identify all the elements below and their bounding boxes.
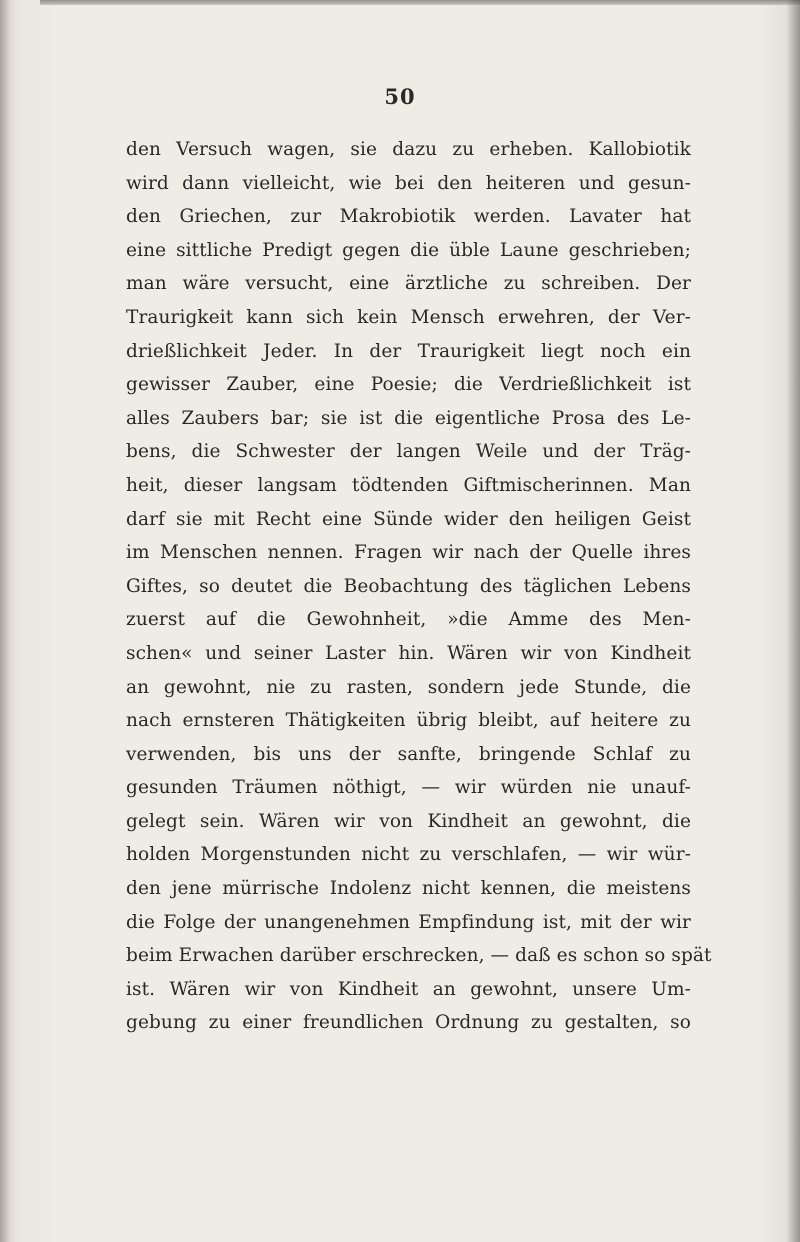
text-line: nach ernsteren Thätigkeiten übrig bleibt, auf heitere zu bbox=[126, 710, 691, 732]
text-line: eine sittliche Predigt gegen die üble Laune geschrieben; bbox=[126, 239, 691, 261]
text-line: den jene mürrische Indolenz nicht kennen, die meistens bbox=[126, 878, 691, 900]
text-line: Traurigkeit kann sich kein Mensch erwehren, der Ver- bbox=[126, 306, 691, 328]
page-binding-shadow bbox=[786, 0, 800, 1242]
text-line: holden Morgenstunden nicht zu verschlafen, — wir wür- bbox=[126, 844, 691, 866]
text-line: heit, dieser langsam tödtenden Giftmischerinnen. Man bbox=[126, 474, 691, 496]
text-line: schen« und seiner Laster hin. Wären wir von Kindheit bbox=[126, 642, 691, 664]
text-line: darf sie mit Recht eine Sünde wider den heiligen Geist bbox=[126, 508, 691, 530]
text-line: beim Erwachen darüber erschrecken, — daß es schon so spät bbox=[126, 945, 712, 967]
text-line: verwenden, bis uns der sanfte, bringende Schlaf zu bbox=[126, 743, 691, 765]
text-line: gebung zu einer freundlichen Ordnung zu gestalten, so bbox=[126, 1012, 691, 1034]
text-line: gesunden Träumen nöthigt, — wir würden nie unauf- bbox=[126, 777, 691, 799]
text-line: man wäre versucht, eine ärztliche zu schreiben. Der bbox=[126, 273, 691, 295]
body-text bbox=[126, 133, 712, 1040]
text-line: im Menschen nennen. Fragen wir nach der Quelle ihres bbox=[126, 542, 691, 564]
text-line: Giftes, so deutet die Beobachtung des täglichen Lebens bbox=[126, 575, 691, 597]
text-line: alles Zaubers bar; sie ist die eigentliche Prosa des Le- bbox=[126, 407, 691, 429]
text-line: die Folge der unangenehmen Empfindung ist, mit der wir bbox=[126, 911, 691, 933]
text-line: den Griechen, zur Makrobiotik werden. Lavater hat bbox=[126, 206, 691, 228]
page-top-edge bbox=[40, 0, 800, 5]
text-line: drießlichkeit Jeder. In der Traurigkeit liegt noch ein bbox=[126, 340, 691, 362]
text-line: an gewohnt, nie zu rasten, sondern jede Stunde, die bbox=[126, 676, 691, 698]
text-line: gelegt sein. Wären wir von Kindheit an gewohnt, die bbox=[126, 810, 691, 832]
text-line: ist. Wären wir von Kindheit an gewohnt, unsere Um- bbox=[126, 978, 691, 1000]
text-line: den Versuch wagen, sie dazu zu erheben. Kallobiotik bbox=[126, 139, 691, 160]
text-line: gewisser Zauber, eine Poesie; die Verdrießlichkeit ist bbox=[126, 374, 691, 396]
page-number: 50 bbox=[384, 84, 416, 109]
text-line: bens, die Schwester der langen Weile und der Träg- bbox=[126, 441, 691, 463]
page-left-edge-shadow bbox=[0, 0, 10, 1242]
text-line: zuerst auf die Gewohnheit, »die Amme des Men- bbox=[126, 609, 691, 631]
text-line: wird dann vielleicht, wie bei den heiteren und gesun- bbox=[126, 172, 691, 194]
